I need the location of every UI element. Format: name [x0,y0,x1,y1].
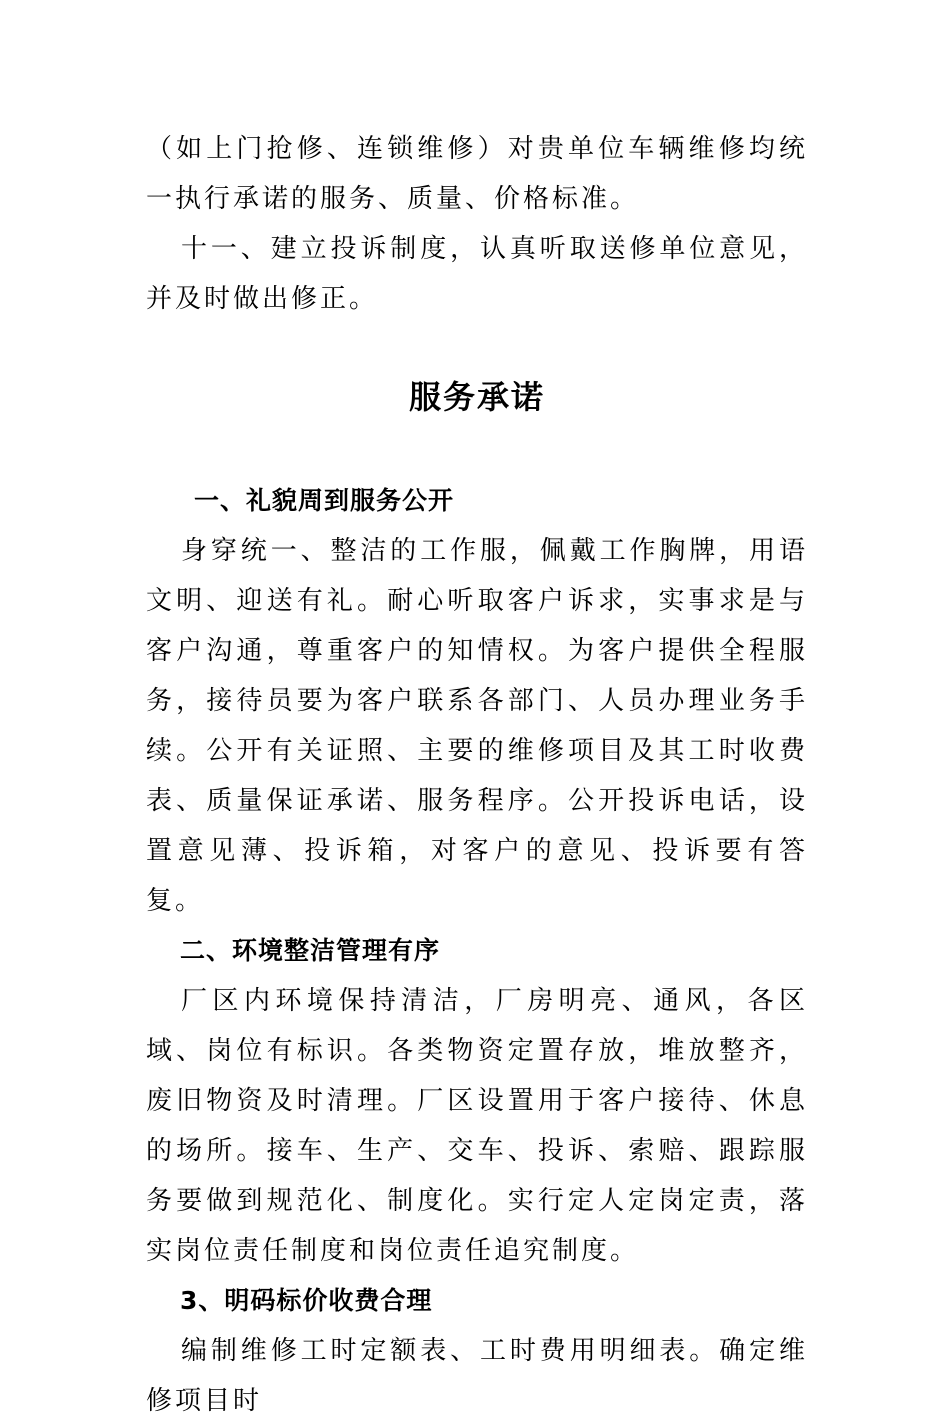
section-heading-3: 3、明码标价收费合理 [180,1286,433,1315]
section-heading-1: 一、礼貌周到服务公开 [194,486,455,515]
document-title: 服务承诺 [408,378,545,416]
section-heading-2: 二、环境整洁管理有序 [180,936,441,965]
intro-paragraph-2: 十一、建立投诉制度，认真听取送修单位意见，并及时做出修正。 [146,234,808,314]
intro-paragraph-1: （如上门抢修、连锁维修）对贵单位车辆维修均统一执行承诺的服务、质量、价格标准。 [146,134,808,214]
section-body-2: 厂区内环境保持清洁，厂房明亮、通风，各区域、岗位有标识。各类物资定置存放，堆放整齐，废旧物资及时清理。厂区设置用于客户接待、休息的场所。接车、生产、交车、投诉、索赔、跟踪服务要做到规范化、制度化。实行定人定岗定责，落实岗位责任制度和岗位责任追究制度。 [146,986,808,1266]
section-body-1: 身穿统一、整洁的工作服，佩戴工作胸牌，用语文明、迎送有礼。耐心听取客户诉求，实事求是与客户沟通，尊重客户的知情权。为客户提供全程服务，接待员要为客户联系各部门、人员办理业务手续。公开有关证照、主要的维修项目及其工时收费表、质量保证承诺、服务程序。公开投诉电话，设置意见薄、投诉箱，对客户的意见、投诉要有答复。 [146,536,808,916]
section-body-3: 编制维修工时定额表、工时费用明细表。确定维修项目时 [146,1336,808,1416]
document-page [146,124,808,1426]
